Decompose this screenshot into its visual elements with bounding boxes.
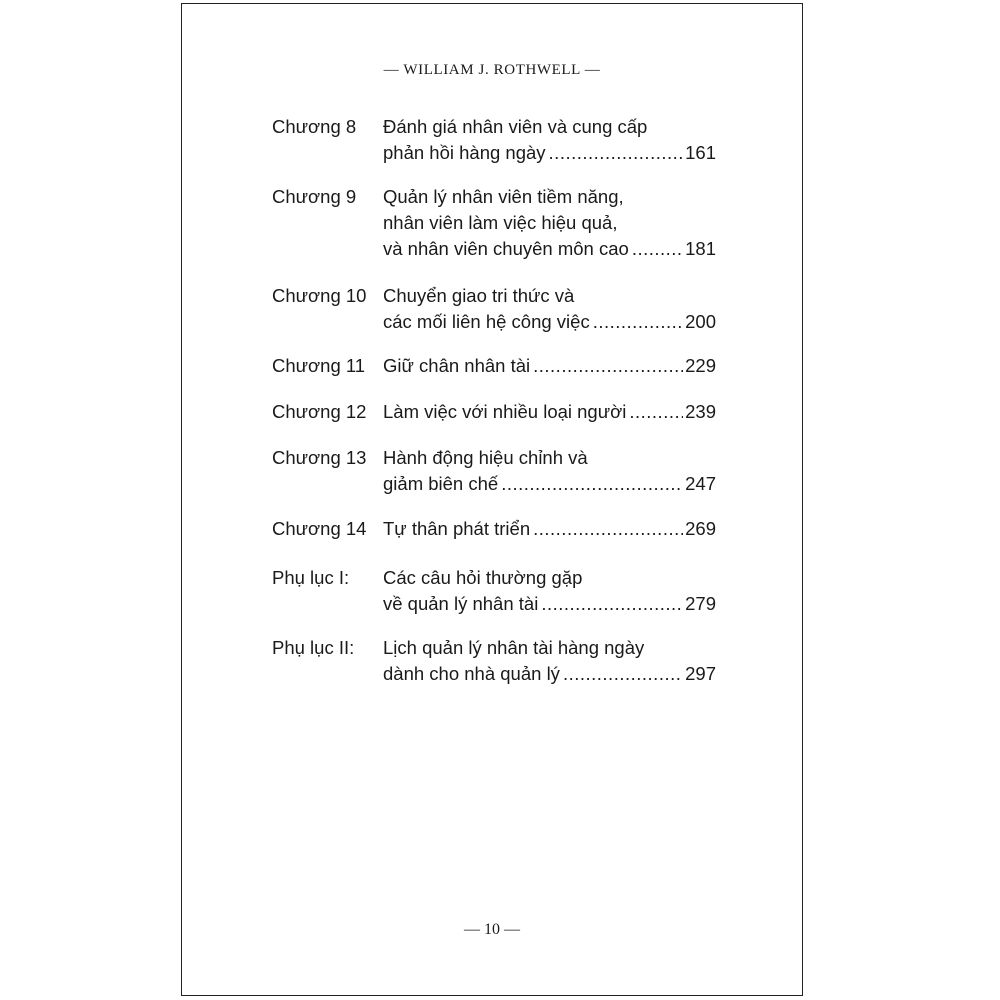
- toc-entry-label: Chương 8: [272, 116, 357, 137]
- toc-entry-page-number: 161: [685, 142, 716, 163]
- toc-entry-title-line: về quản lý nhân tài: [383, 593, 539, 614]
- toc-entry-title-line: và nhân viên chuyên môn cao: [383, 238, 629, 259]
- toc-entry-title-line: Giữ chân nhân tài: [383, 355, 531, 376]
- page-number: — 10 —: [464, 921, 520, 938]
- toc-entry-title-line: các mối liên hệ công việc: [383, 311, 590, 332]
- dot-leader: [632, 236, 683, 262]
- toc-entry-title-line: nhân viên làm việc hiệu quả,: [383, 212, 618, 233]
- running-head: — WILLIAM J. ROTHWELL —: [383, 62, 601, 78]
- toc-entry-title-line: Chuyển giao tri thức và: [383, 285, 575, 306]
- toc-entry-page-number: 181: [685, 238, 716, 259]
- toc-entry-page-number: 279: [685, 593, 716, 614]
- toc-entry-page-number: 269: [685, 518, 716, 539]
- toc-entry-label: Chương 11: [272, 355, 366, 376]
- toc-entry-title-line: giảm biên chế: [383, 473, 499, 494]
- toc-entry-label: Chương 14: [272, 518, 367, 539]
- toc-entry-label: Phụ lục II:: [272, 637, 355, 658]
- dot-leader: [533, 516, 683, 542]
- toc-entry-title-line: phản hồi hàng ngày: [383, 142, 546, 163]
- toc-entry-label: Chương 9: [272, 186, 357, 207]
- toc-entry-label: Chương 12: [272, 401, 367, 422]
- dot-leader: [501, 471, 683, 497]
- toc-entry-page-number: 247: [685, 473, 716, 494]
- toc-entry-page-number: 200: [685, 311, 716, 332]
- dot-leader: [549, 140, 684, 166]
- dot-leader: [533, 353, 683, 379]
- toc-entry-title-line: Quản lý nhân viên tiềm năng,: [383, 186, 624, 207]
- toc-entry-label: Chương 10: [272, 285, 367, 306]
- toc-entry-page-number: 239: [685, 401, 716, 422]
- dot-leader: [541, 591, 683, 617]
- toc-entry-title-line: Hành động hiệu chỉnh và: [383, 447, 588, 468]
- toc-entry-title-line: Làm việc với nhiều loại người: [383, 401, 627, 422]
- toc-entry-title-line: Tự thân phát triển: [383, 518, 531, 539]
- toc-entry-label: Chương 13: [272, 447, 367, 468]
- toc-entry-title-line: Đánh giá nhân viên và cung cấp: [383, 116, 648, 137]
- toc-entry-title-line: dành cho nhà quản lý: [383, 663, 560, 684]
- toc-entry-label: Phụ lục I:: [272, 567, 350, 588]
- dot-leader: [629, 399, 683, 425]
- toc-entry-page-number: 229: [685, 355, 716, 376]
- dot-leader: [563, 661, 683, 687]
- dot-leader: [593, 309, 683, 335]
- book-page: [181, 3, 803, 996]
- toc-entry-page-number: 297: [685, 663, 716, 684]
- toc-entry-title-line: Lịch quản lý nhân tài hàng ngày: [383, 637, 645, 658]
- toc-entry-title-line: Các câu hỏi thường gặp: [383, 567, 583, 588]
